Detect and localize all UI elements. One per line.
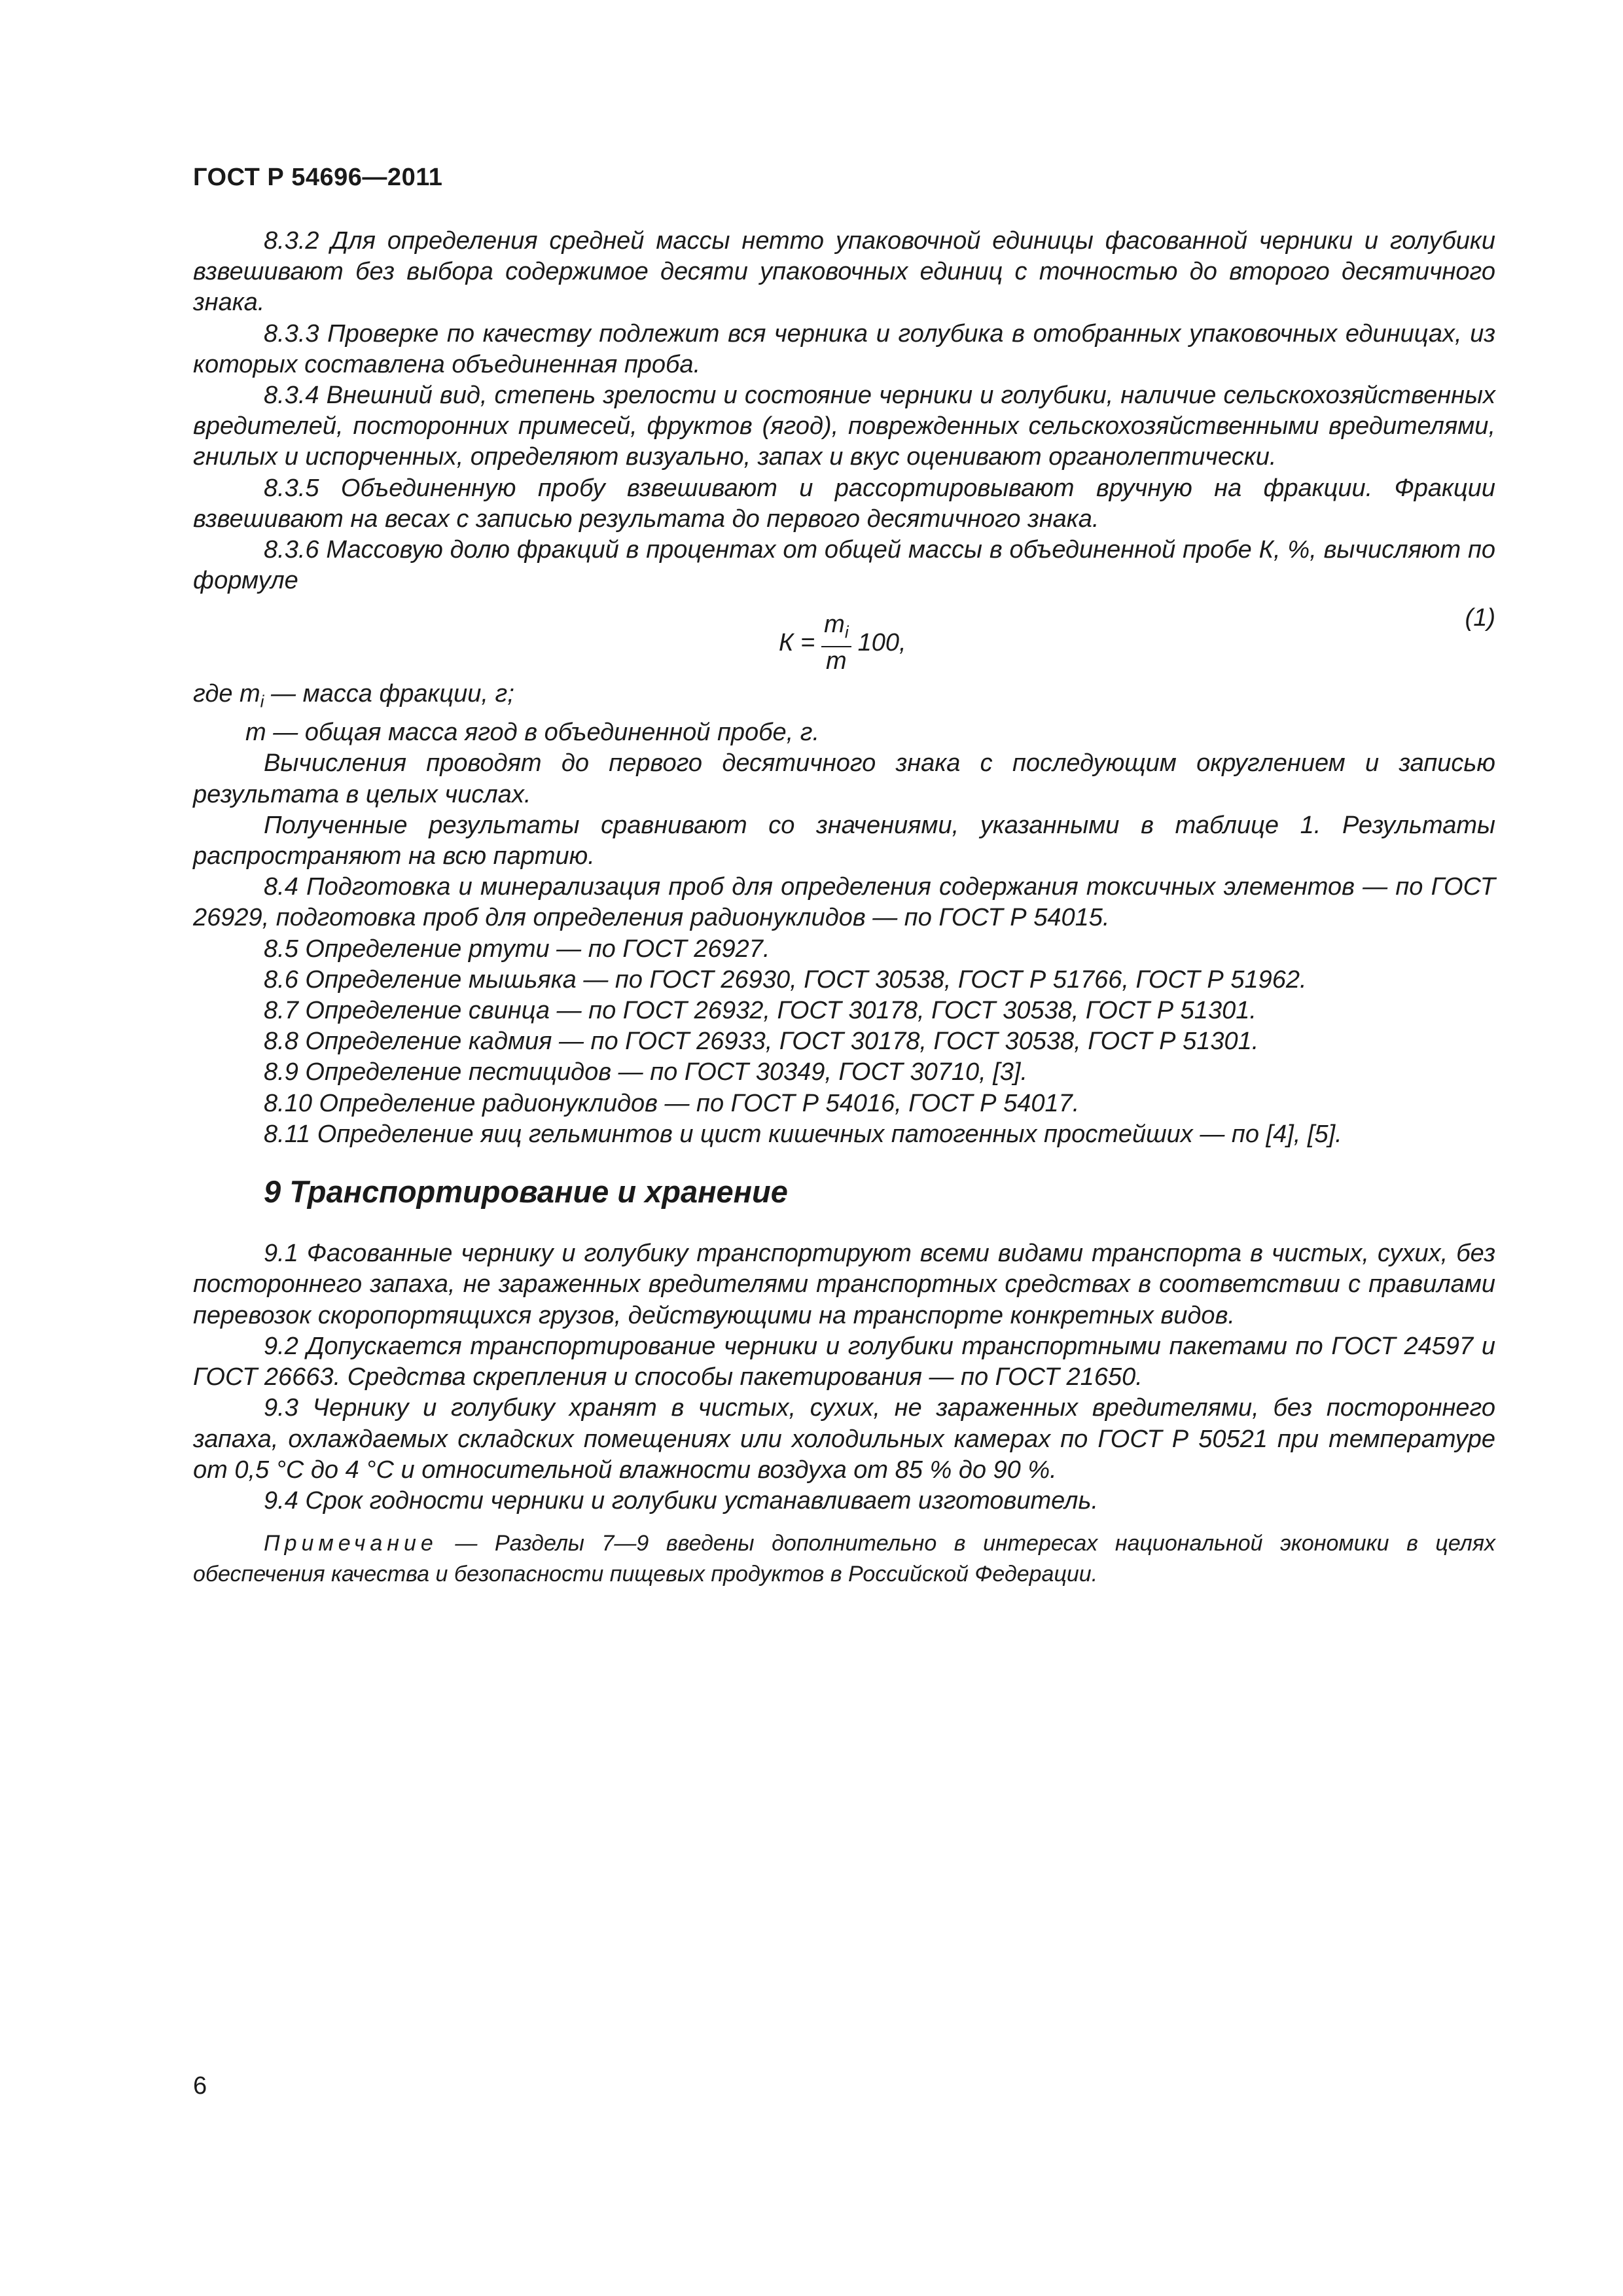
paragraph-9-1: 9.1 Фасованные чернику и голубику транспортируют всеми видами транспорта в чистых, сухих, без постороннего запаха, не зараженных вредителями транспортных средствах в соответствии с правилами перевозок скоропортящихся грузов, действующими на транспорте конкретных видов.	[193, 1240, 1495, 1329]
formula-number: (1)	[1465, 604, 1495, 632]
paragraph-8-11: 8.11 Определение яиц гельминтов и цист кишечных патогенных простейших — по [4], [5].	[264, 1120, 1342, 1148]
formula-denominator: m	[826, 647, 847, 675]
paragraph-8-7: 8.7 Определение свинца — по ГОСТ 26932, ГОСТ 30178, ГОСТ 30538, ГОСТ Р 51301.	[264, 997, 1257, 1025]
formula-numerator: $m_i$	[821, 611, 851, 647]
note	[193, 1528, 1495, 1590]
where-line-1: где $m_i$ — масса фракции, г;	[193, 680, 514, 712]
document-body	[193, 226, 1495, 1590]
paragraph-8-4: 8.4 Подготовка и минерализация проб для определения содержания токсичных элементов — по ГОСТ 26929, подготовка проб для определения радионуклидов — по ГОСТ Р 54015.	[193, 873, 1495, 932]
paragraph-8-5: 8.5 Определение ртути — по ГОСТ 26927.	[264, 935, 770, 963]
paragraph-8-3-6: 8.3.6 Массовую долю фракций в процентах от общей массы в объединенной пробе К, %, вычисляют по формуле	[193, 536, 1495, 595]
paragraph-9-4: 9.4 Срок годности черники и голубики устанавливает изготовитель.	[264, 1486, 1099, 1515]
formula-1	[193, 601, 1495, 679]
page-number: 6	[193, 2072, 207, 2100]
formula-fraction	[821, 611, 851, 675]
paragraph-9-3: 9.3 Чернику и голубику хранят в чистых, сухих, не зараженных вредителями, без постороннего запаха, охлаждаемых складских помещениях или холодильных камерах по ГОСТ Р 50521 при температуре от 0,5 °С до 4 °С и относительной влажности воздуха от 85 % до 90 %.	[193, 1394, 1495, 1484]
formula-lhs: К =	[779, 628, 815, 656]
section-9-heading: 9 Транспортирование и хранение	[264, 1174, 788, 1210]
paragraph-results: Полученные результаты сравнивают со значениями, указанными в таблице 1. Результаты распространяют на всю партию.	[193, 811, 1495, 870]
paragraph-8-8: 8.8 Определение кадмия — по ГОСТ 26933, ГОСТ 30178, ГОСТ 30538, ГОСТ Р 51301.	[264, 1028, 1259, 1056]
note-text: — Разделы 7—9 введены дополнительно в интересах национальной экономики в целях обеспечения качества и безопасности пищевых продуктов в Российской Федерации.	[193, 1531, 1495, 1587]
formula-expression	[779, 611, 906, 675]
note-label: Примечание	[264, 1531, 438, 1556]
formula-rhs: 100,	[857, 628, 906, 656]
where-line-2: m — общая масса ягод в объединенной пробе, г.	[245, 719, 820, 747]
paragraph-8-3-2: 8.3.2 Для определения средней массы нетто упаковочной единицы фасованной черники и голубики взвешивают без выбора содержимое десяти упаковочных единиц с точностью до второго десятичного знака.	[193, 227, 1495, 317]
paragraph-calculation: Вычисления проводят до первого десятичного знака с последующим округлением и записью результата в целых числах.	[193, 749, 1495, 808]
paragraph-8-6: 8.6 Определение мышьяка — по ГОСТ 26930, ГОСТ 30538, ГОСТ Р 51766, ГОСТ Р 51962.	[264, 965, 1307, 994]
document-header: ГОСТ Р 54696—2011	[193, 164, 443, 191]
paragraph-8-9: 8.9 Определение пестицидов — по ГОСТ 30349, ГОСТ 30710, [3].	[264, 1058, 1028, 1086]
paragraph-8-3-3: 8.3.3 Проверке по качеству подлежит вся черника и голубика в отобранных упаковочных единицах, из которых составлена объединенная проба.	[193, 319, 1495, 378]
paragraph-8-3-5: 8.3.5 Объединенную пробу взвешивают и рассортировывают вручную на фракции. Фракции взвешивают на весах с записью результата до первого десятичного знака.	[193, 474, 1495, 533]
paragraph-9-2: 9.2 Допускается транспортирование черники и голубики транспортными пакетами по ГОСТ 24597 и ГОСТ 26663. Средства скрепления и способы пакетирования — по ГОСТ 21650.	[193, 1332, 1495, 1391]
paragraph-8-10: 8.10 Определение радионуклидов — по ГОСТ Р 54016, ГОСТ Р 54017.	[264, 1089, 1080, 1117]
paragraph-8-3-4: 8.3.4 Внешний вид, степень зрелости и состояние черники и голубики, наличие сельскохозяйственных вредителей, посторонних примесей, фруктов (ягод), поврежденных сельскохозяйственными вредителями, гнилых и испорченных, определяют визуально, запах и вкус оценивают органолептически.	[193, 382, 1495, 471]
